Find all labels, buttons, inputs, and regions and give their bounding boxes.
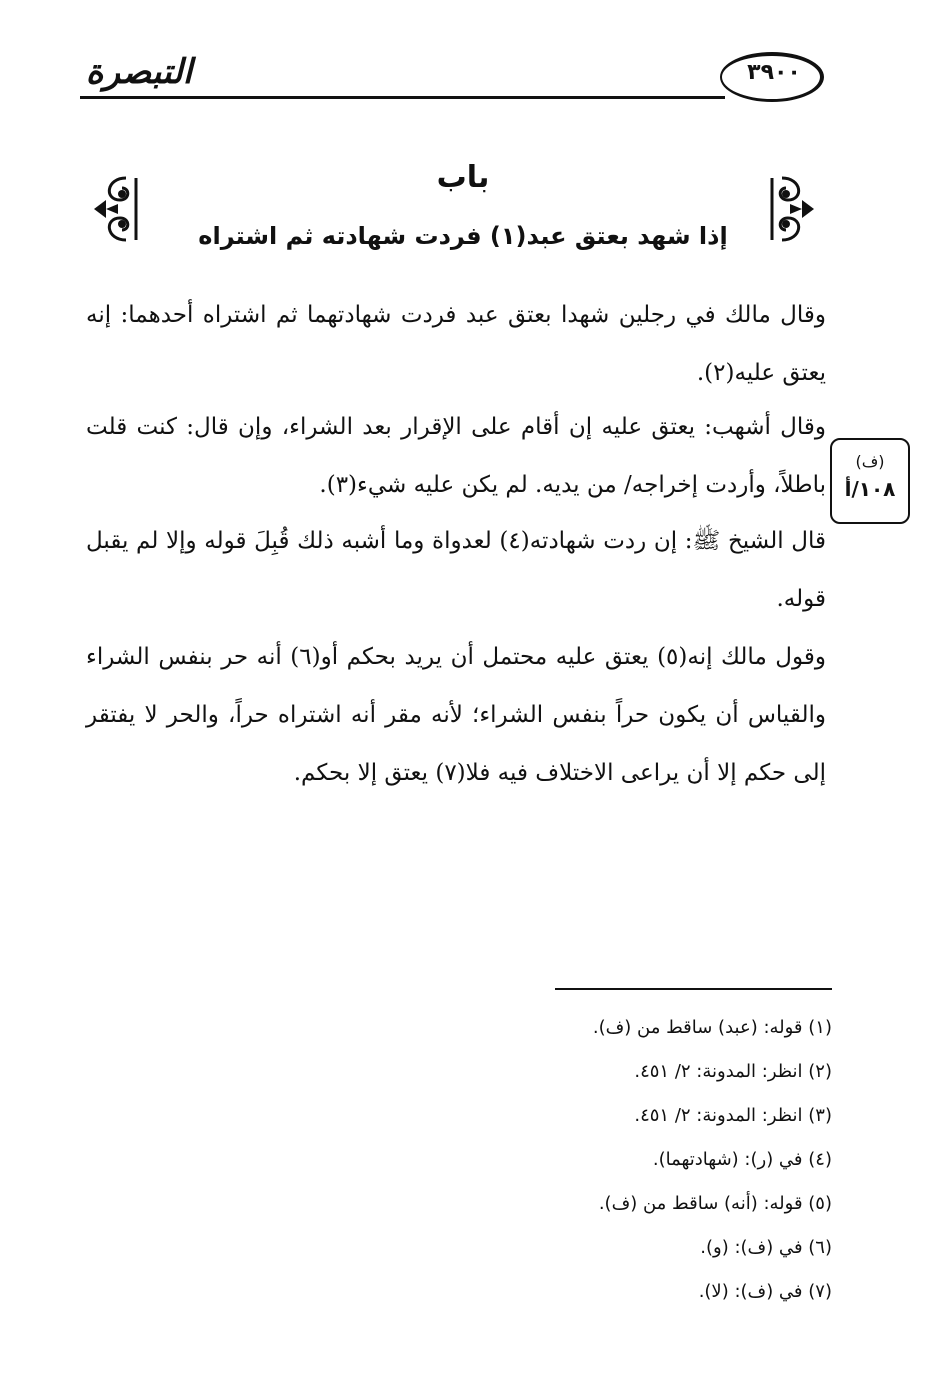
footnote-7: (٧) في (ف): (لا).	[698, 1281, 832, 1302]
margin-note-source: (ف)	[855, 452, 885, 471]
manuscript-margin-note	[830, 438, 910, 524]
footnote-5: (٥) قوله: (أنه) ساقط من (ف).	[598, 1193, 832, 1214]
right-ornament-icon	[762, 170, 822, 248]
footnote-6: (٦) في (ف): (و).	[700, 1237, 832, 1258]
page-number: ٣٩٠٠	[747, 60, 801, 85]
paragraph-4: وقول مالك إنه(٥) يعتق عليه محتمل أن يريد بحكم أو(٦) أنه حر بنفس الشراء والقياس أن يكون حراً بنفس الشراء؛ لأنه مقر أنه اشتراه حراً، والحر لا يفتقر إلى حكم إلا أن يراعى الاختلاف فيه فلا(٧) يعتق إلا بحكم.	[86, 644, 826, 786]
footnote-2: (٢) انظر: المدونة: ٢/ ٤٥١.	[634, 1061, 832, 1082]
footnote-1: (١) قوله: (عبد) ساقط من (ف).	[592, 1017, 832, 1038]
margin-note-folio: ١٠٨/أ	[844, 477, 896, 501]
footnote-4: (٤) في (ر): (شهادتهما).	[652, 1149, 832, 1170]
paragraph-3: قال الشيخ ﷺ: إن ردت شهادته(٤) لعدواة وما أشبه ذلك قُبِلَ قوله وإلا لم يقبل قوله.	[86, 528, 827, 612]
chapter-title: باب	[436, 160, 490, 195]
header-rule	[80, 96, 725, 99]
footnote-3: (٣) انظر: المدونة: ٢/ ٤٥١.	[634, 1105, 832, 1126]
book-title: التبصرة	[85, 52, 193, 92]
footnote-list	[132, 1006, 832, 1314]
paragraph-2: وقال أشهب: يعتق عليه إن أقام على الإقرار بعد الشراء، وإن قال: كنت قلت باطلاً، وأردت إخراجه/ من يديه. لم يكن عليه شيء(٣).	[86, 414, 826, 498]
left-ornament-icon	[86, 170, 146, 248]
footnote-separator	[555, 988, 832, 990]
paragraph-1: وقال مالك في رجلين شهدا بعتق عبد فردت شهادتهما ثم اشتراه أحدهما: إنه يعتق عليه(٢).	[86, 302, 826, 386]
chapter-subtitle: إذا شهد بعتق عبد(١) فردت شهادته ثم اشتراه	[198, 222, 728, 250]
